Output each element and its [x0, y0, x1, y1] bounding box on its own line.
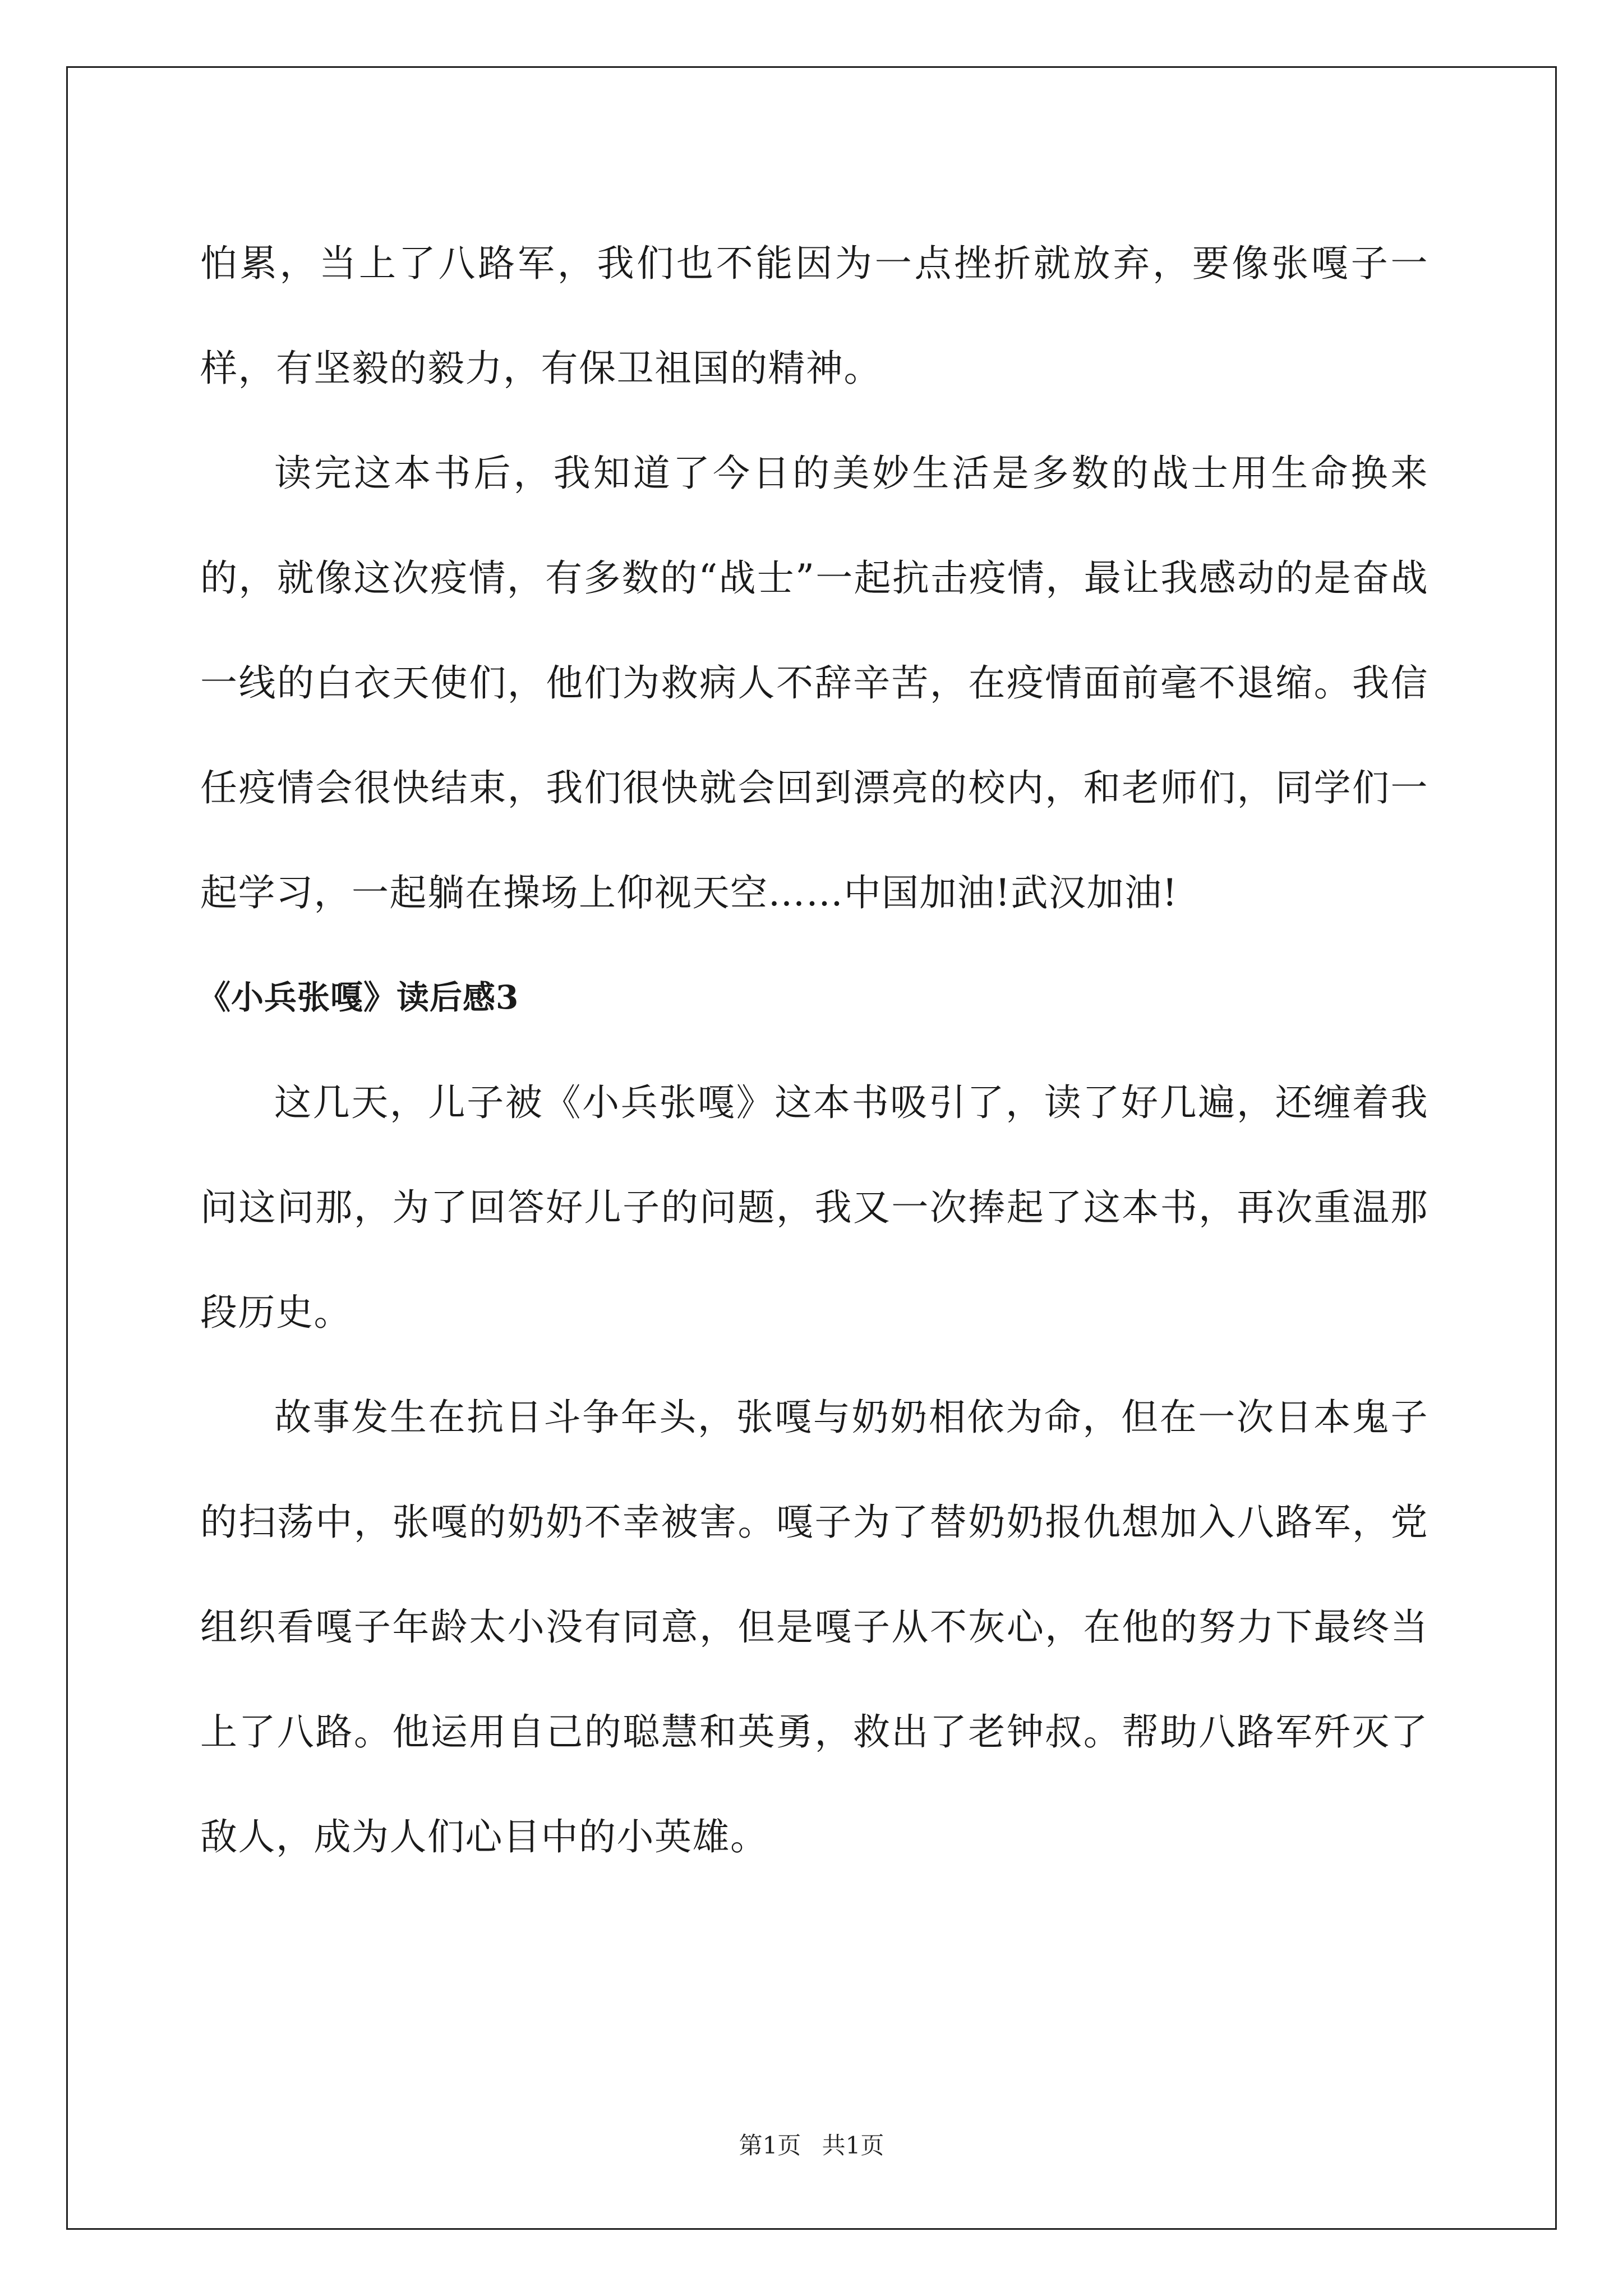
paragraph-1: 怕累，当上了八路军，我们也不能因为一点挫折就放弃，要像张嘎子一样，有坚毅的毅力，有保卫祖国的精神。 — [200, 242, 1428, 390]
paragraph-3: 这几天，儿子被《小兵张嘎》这本书吸引了，读了好几遍，还缠着我问这问那，为了回答好儿子的问题，我又一次捧起了这本书，再次重温那段历史。 — [200, 1081, 1428, 1334]
page-footer — [0, 2129, 1623, 2162]
paragraph-4: 故事发生在抗日斗争年头，张嘎与奶奶相依为命，但在一次日本鬼子的扫荡中，张嘎的奶奶不幸被害。嘎子为了替奶奶报仇想加入八路军，党组织看嘎子年龄太小没有同意，但是嘎子从不灰心，在他的努力下最终当上了八路。他运用自己的聪慧和英勇，救出了老钟叔。帮助八路军歼灭了敌人，成为人们心目中的小英雄。 — [200, 1396, 1428, 1858]
page-total: 共1页 — [822, 2132, 884, 2159]
page-number: 第1页 — [739, 2132, 801, 2159]
paragraph-2: 读完这本书后，我知道了今日的美妙生活是多数的战士用生命换来的，就像这次疫情，有多数的“战士”一起抗击疫情，最让我感动的是奋战一线的白衣天使们，他们为救病人不辞辛苦，在疫情面前毫不退缩。我信任疫情会很快结束，我们很快就会回到漂亮的校内，和老师们，同学们一起学习，一起躺在操场上仰视天空……中国加油!武汉加油! — [200, 452, 1428, 914]
section-heading: 《小兵张嘎》读后感3 — [198, 978, 519, 1016]
document-body — [200, 211, 1428, 1889]
